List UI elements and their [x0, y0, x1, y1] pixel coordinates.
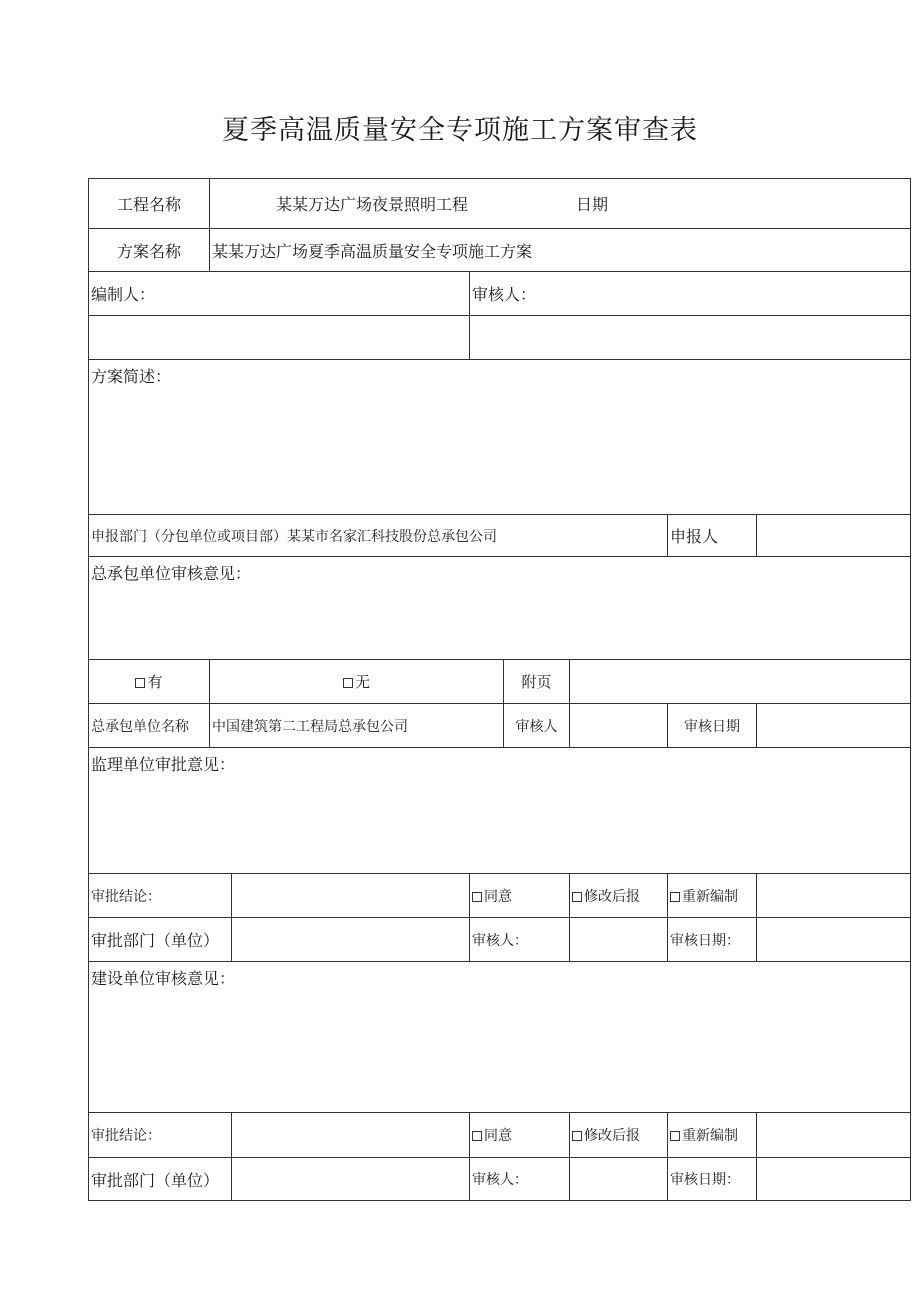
owner-dept-row	[89, 1158, 911, 1201]
attach-label: 附页	[504, 660, 570, 704]
checkbox-icon	[670, 892, 680, 902]
checkbox-icon	[472, 892, 482, 902]
owner-opinion-label: 建设单位审核意见：	[91, 969, 236, 988]
gc-attachment-row	[89, 660, 911, 704]
supervision-dept-row	[89, 918, 911, 962]
checkbox-icon	[135, 678, 145, 688]
gc-unit-label: 总承包单位名称	[89, 704, 210, 748]
attach-yes-label: 有	[147, 673, 163, 691]
owner-reviewer-field[interactable]	[570, 1158, 668, 1201]
page-title: 夏季高温质量安全专项施工方案审查表	[222, 115, 698, 146]
supervision-opinion-label: 监理单位审批意见：	[91, 755, 236, 774]
attach-yes-option[interactable]	[89, 660, 210, 704]
checkbox-icon	[572, 1131, 582, 1141]
owner-redo-label: 重新编制	[682, 1128, 738, 1144]
gc-review-date-label: 审核日期	[668, 704, 757, 748]
summary-row	[89, 360, 911, 515]
project-name-cell[interactable]	[210, 179, 911, 229]
summary-label: 方案简述：	[91, 367, 172, 386]
review-form-table	[88, 178, 911, 1201]
supervision-redo-label: 重新编制	[682, 888, 738, 905]
project-date-label: 日期	[576, 195, 609, 214]
attach-field[interactable]	[570, 660, 911, 704]
owner-agree-option[interactable]	[470, 1113, 570, 1158]
owner-opinion-field[interactable]	[89, 962, 911, 1113]
checkbox-icon	[670, 1131, 680, 1141]
project-name-label: 工程名称	[89, 179, 210, 229]
submit-dept-text: 申报部门（分包单位或项目部）某某市名家汇科技股份总承包公司	[89, 515, 668, 557]
owner-reviewer-label: 审核人：	[470, 1158, 570, 1201]
checkbox-icon	[572, 892, 582, 902]
gc-reviewer-label: 审核人	[504, 704, 570, 748]
owner-dept-field[interactable]	[232, 1158, 470, 1201]
reviewer-label: 审核人：	[470, 272, 911, 316]
supervision-conclusion-label: 审批结论：	[89, 874, 232, 918]
owner-agree-label: 同意	[484, 1128, 512, 1144]
owner-redo-option[interactable]	[668, 1113, 757, 1158]
checkbox-icon	[472, 1131, 482, 1141]
owner-revise-option[interactable]	[570, 1113, 668, 1158]
supervision-conclusion-field[interactable]	[232, 874, 470, 918]
plan-name-label: 方案名称	[89, 229, 210, 272]
owner-conclusion-label: 审批结论：	[89, 1113, 232, 1158]
submit-person-label: 申报人	[668, 515, 757, 557]
plan-name-value[interactable]: 某某万达广场夏季高温质量安全专项施工方案	[210, 229, 911, 272]
supervision-dept-field[interactable]	[232, 918, 470, 962]
gc-reviewer-field[interactable]	[570, 704, 668, 748]
author-label: 编制人：	[89, 272, 470, 316]
supervision-redo-option[interactable]	[668, 874, 757, 918]
attach-no-label: 无	[354, 673, 370, 691]
supervision-reviewer-field[interactable]	[570, 918, 668, 962]
reviewer-field[interactable]	[470, 316, 911, 360]
owner-conclusion-row	[89, 1113, 911, 1158]
supervision-review-date-field[interactable]	[757, 918, 911, 962]
owner-review-date-label: 审核日期：	[668, 1158, 757, 1201]
supervision-revise-label: 修改后报	[584, 888, 640, 905]
gc-opinion-row	[89, 557, 911, 660]
summary-field[interactable]	[89, 360, 911, 515]
gc-opinion-field[interactable]	[89, 557, 911, 660]
owner-review-date-field[interactable]	[757, 1158, 911, 1201]
supervision-dept-label: 审批部门（单位）	[89, 918, 232, 962]
gc-review-date-field[interactable]	[757, 704, 911, 748]
supervision-agree-label: 同意	[484, 888, 512, 905]
supervision-review-date-label: 审核日期：	[668, 918, 757, 962]
people-value-row	[89, 316, 911, 360]
owner-opinion-row	[89, 962, 911, 1113]
supervision-reviewer-label: 审核人：	[470, 918, 570, 962]
supervision-opinion-row	[89, 748, 911, 874]
owner-conclusion-extra[interactable]	[757, 1113, 911, 1158]
submit-person-field[interactable]	[757, 515, 911, 557]
plan-name-row	[89, 229, 911, 272]
gc-unit-row	[89, 704, 911, 748]
owner-revise-label: 修改后报	[584, 1128, 640, 1144]
checkbox-icon	[343, 678, 353, 688]
supervision-revise-option[interactable]	[570, 874, 668, 918]
people-label-row	[89, 272, 911, 316]
supervision-conclusion-extra[interactable]	[757, 874, 911, 918]
owner-conclusion-field[interactable]	[232, 1113, 470, 1158]
owner-dept-label: 审批部门（单位）	[89, 1158, 232, 1201]
submit-row	[89, 515, 911, 557]
supervision-agree-option[interactable]	[470, 874, 570, 918]
gc-opinion-label: 总承包单位审核意见：	[91, 564, 252, 583]
project-name-row	[89, 179, 911, 229]
author-field[interactable]	[89, 316, 470, 360]
supervision-conclusion-row	[89, 874, 911, 918]
supervision-opinion-field[interactable]	[89, 748, 911, 874]
gc-unit-value[interactable]: 中国建筑第二工程局总承包公司	[210, 704, 504, 748]
attach-no-option[interactable]	[210, 660, 504, 704]
project-name-value: 某某万达广场夜景照明工程	[276, 195, 469, 214]
